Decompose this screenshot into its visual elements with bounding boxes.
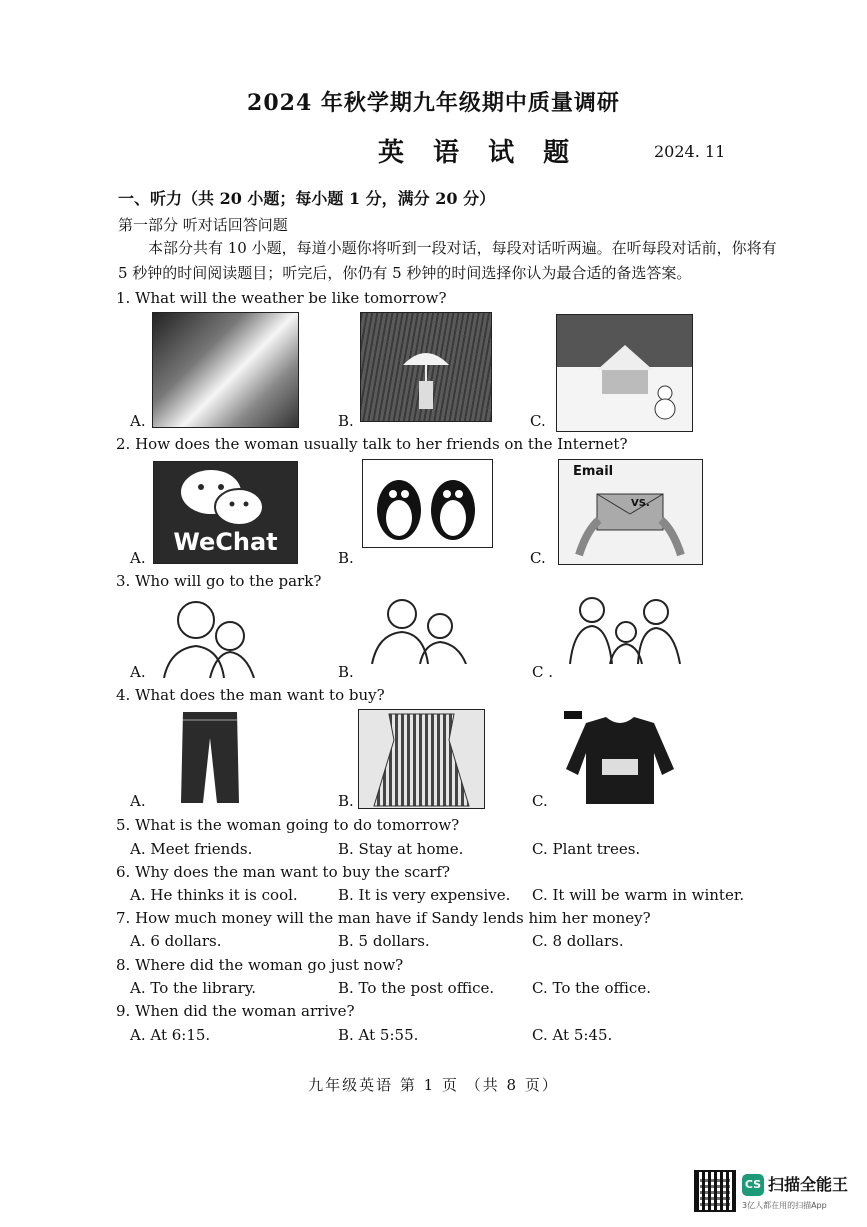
mother-and-son-image (150, 594, 270, 678)
q9-option-a: A. At 6:15. (130, 1026, 211, 1044)
q6-option-b: B. It is very expensive. (338, 886, 511, 904)
q5-option-a: A. Meet friends. (130, 840, 253, 858)
exam-title: 2024 年秋学期九年级期中质量调研 (247, 90, 620, 116)
scanner-brand: 扫描全能王 (768, 1175, 849, 1194)
question-7: 7. How much money will the man have if Sandy lends him her money? (116, 909, 651, 927)
qr-code-icon (694, 1170, 736, 1212)
scanner-tagline: 3亿人都在用的扫描App (742, 1201, 827, 1210)
rainy-weather-image (360, 312, 492, 422)
email-image (558, 459, 703, 565)
q8-option-c: C. To the office. (532, 979, 651, 997)
question-9: 9. When did the woman arrive? (116, 1002, 355, 1020)
question-8: 8. Where did the woman go just now? (116, 956, 404, 974)
q4-label-b: B. (338, 792, 354, 810)
q2-label-a: A. (130, 549, 146, 567)
exam-date: 2024. 11 (654, 142, 726, 161)
section-heading: 一、听力（共 20 小题；每小题 1 分，满分 20 分） (118, 189, 496, 208)
question-3: 3. Who will go to the park? (116, 572, 322, 590)
question-6: 6. Why does the man want to buy the scarf? (116, 863, 451, 881)
q8-option-b: B. To the post office. (338, 979, 495, 997)
camscanner-logo-icon: CS (742, 1174, 764, 1196)
exam-subtitle: 英 语 试 题 (378, 138, 580, 168)
sunny-weather-image (152, 312, 299, 428)
q5-option-b: B. Stay at home. (338, 840, 464, 858)
q4-label-a: A. (130, 792, 146, 810)
q1-label-a: A. (130, 412, 146, 430)
section-instructions: 本部分共有 10 小题，每道小题你将听到一段对话，每段对话听两遍。在听每段对话前，你将有 5 秒钟的时间阅读题目；听完后，你仍有 5 秒钟的时间选择你认为最合适的备选答案。 (118, 239, 777, 282)
question-5: 5. What is the woman going to do tomorrow? (116, 816, 460, 834)
part-heading: 第一部分 听对话回答问题 (118, 216, 288, 234)
vs-label: VS. (631, 498, 650, 509)
q1-label-c: C. (530, 412, 546, 430)
snowy-weather-image (556, 314, 693, 432)
q3-label-b: B. (338, 663, 354, 681)
page-footer: 九年级英语 第 1 页 （共 8 页） (308, 1076, 559, 1094)
striped-dress-image (358, 709, 485, 809)
family-of-three-image (568, 594, 682, 664)
question-2: 2. How does the woman usually talk to her friends on the Internet? (116, 435, 628, 453)
q7-option-a: A. 6 dollars. (130, 932, 222, 950)
q9-option-b: B. At 5:55. (338, 1026, 419, 1044)
hoodie-image (562, 709, 678, 806)
q6-option-c: C. It will be warm in winter. (532, 886, 745, 904)
q5-option-c: C. Plant trees. (532, 840, 641, 858)
question-4: 4. What does the man want to buy? (116, 686, 385, 704)
q9-option-c: C. At 5:45. (532, 1026, 613, 1044)
q7-option-c: C. 8 dollars. (532, 932, 624, 950)
qq-penguin-image (362, 459, 493, 548)
father-and-mother-image (364, 596, 474, 664)
q2-label-c: C. (530, 549, 546, 567)
q7-option-b: B. 5 dollars. (338, 932, 430, 950)
question-1: 1. What will the weather be like tomorrow? (116, 289, 447, 307)
email-label: Email (573, 464, 614, 479)
wechat-logo-text: WeChat (173, 528, 278, 556)
q6-option-a: A. He thinks it is cool. (130, 886, 298, 904)
q4-label-c: C. (532, 792, 548, 810)
q1-label-b: B. (338, 412, 354, 430)
q8-option-a: A. To the library. (130, 979, 257, 997)
q2-label-b: B. (338, 549, 354, 567)
q3-label-a: A. (130, 663, 146, 681)
wechat-logo-image (153, 461, 298, 564)
jeans-image (177, 710, 243, 805)
q3-label-c: C . (532, 663, 554, 681)
